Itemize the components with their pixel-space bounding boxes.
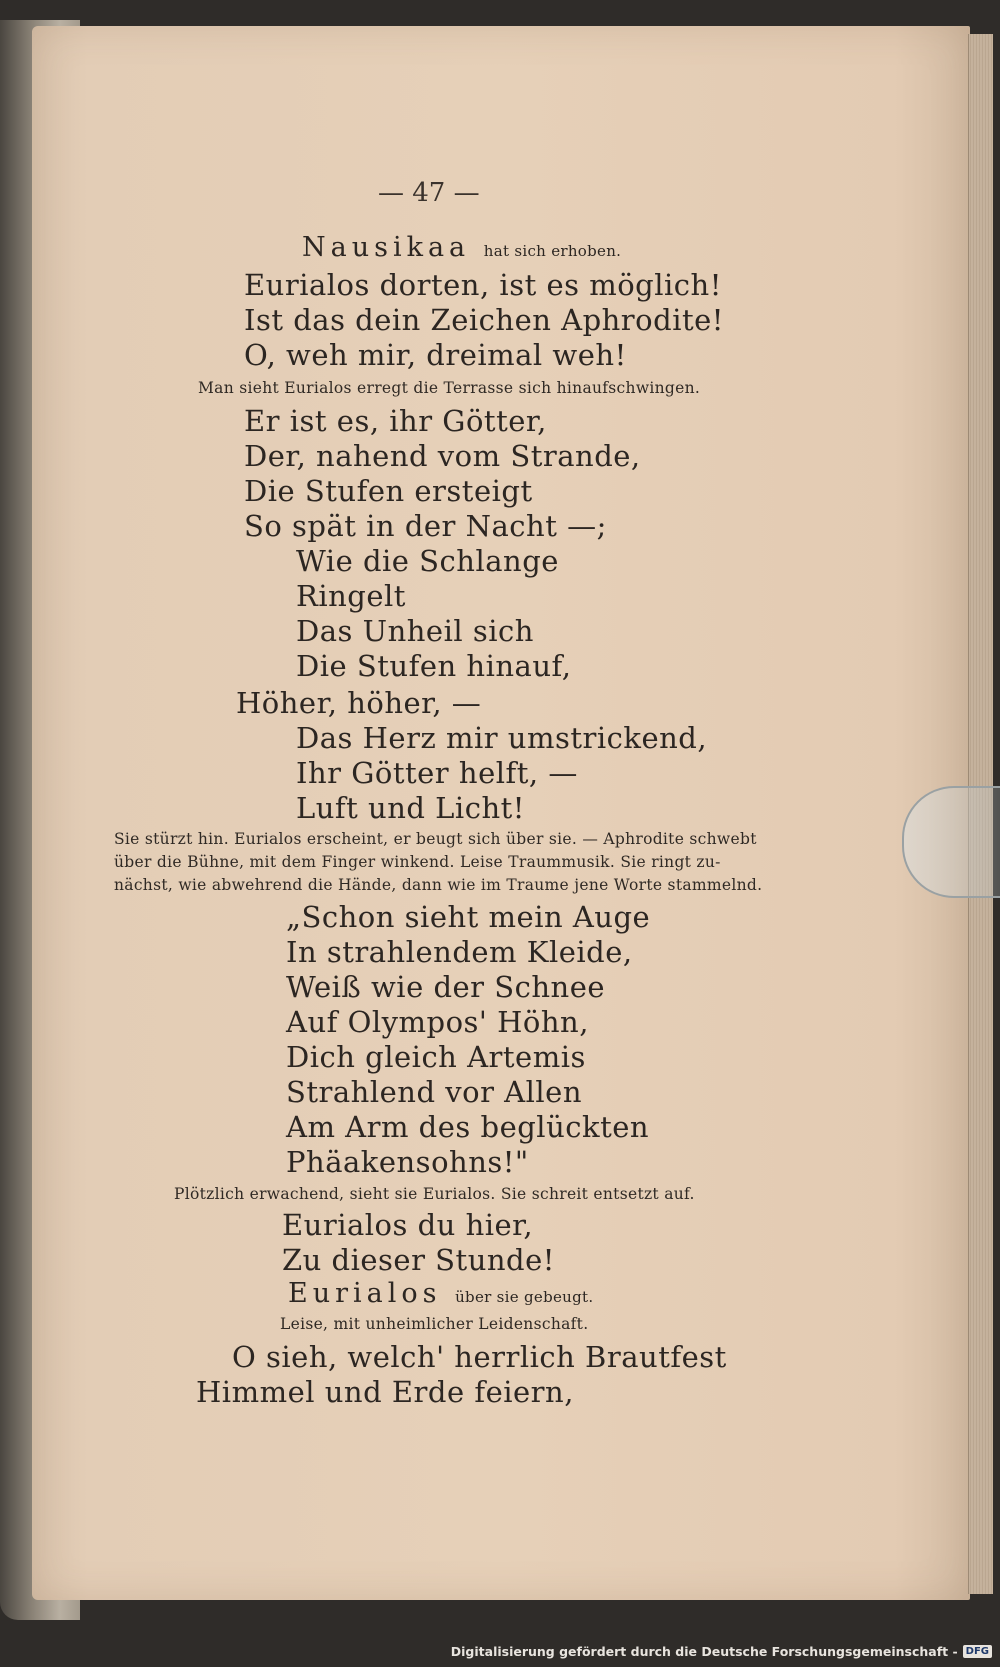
stage-direction: Plötzlich erwachend, sieht sie Eurialos. Sie schreit entsetzt auf. xyxy=(174,1185,695,1203)
speaker-direction: über sie gebeugt. xyxy=(455,1288,594,1306)
verse-line: Die Stufen hinauf, xyxy=(296,649,572,683)
verse-line: Phäakensohns!" xyxy=(286,1145,529,1179)
verse-line: Auf Olympos' Höhn, xyxy=(286,1005,589,1039)
verse-line: Das Unheil sich xyxy=(296,614,534,648)
stage-direction: Man sieht Eurialos erregt die Terrasse sich hinaufschwingen. xyxy=(198,379,701,397)
page-number: — 47 — xyxy=(378,178,480,208)
speaker-nausikaa xyxy=(302,232,621,263)
verse-line: Luft und Licht! xyxy=(296,791,525,825)
stage-direction: Sie stürzt hin. Eurialos erscheint, er beugt sich über sie. — Aphrodite schwebt xyxy=(114,830,757,848)
verse-line: Dich gleich Artemis xyxy=(286,1040,586,1074)
verse-line: „Schon sieht mein Auge xyxy=(286,900,651,934)
dfg-logo: DFG xyxy=(963,1645,992,1658)
verse-line: O, weh mir, dreimal weh! xyxy=(244,338,627,372)
footer-text: Digitalisierung gefördert durch die Deutsche Forschungsgemeinschaft - xyxy=(450,1643,958,1659)
verse-line: Er ist es, ihr Götter, xyxy=(244,404,547,438)
speaker-name: Nausikaa xyxy=(302,232,471,263)
speaker-eurialos xyxy=(288,1278,593,1309)
verse-line: Eurialos du hier, xyxy=(282,1208,534,1242)
verse-line: Eurialos dorten, ist es möglich! xyxy=(244,268,722,302)
verse-line: Ringelt xyxy=(296,579,406,613)
stage-direction: nächst, wie abwehrend die Hände, dann wie im Traume jene Worte stammelnd. xyxy=(114,876,763,894)
speaker-direction: hat sich erhoben. xyxy=(483,242,622,260)
footer-credit xyxy=(451,1642,992,1660)
verse-line: Ist das dein Zeichen Aphrodite! xyxy=(244,303,724,337)
verse-line: Weiß wie der Schnee xyxy=(286,970,606,1004)
verse-line: Das Herz mir umstrickend, xyxy=(296,721,708,755)
stage-direction: Leise, mit unheimlicher Leidenschaft. xyxy=(280,1315,589,1333)
verse-line: O sieh, welch' herrlich Brautfest xyxy=(232,1340,727,1374)
verse-line: Höher, höher, — xyxy=(236,686,482,720)
verse-line: So spät in der Nacht —; xyxy=(244,509,607,543)
page-clip xyxy=(902,786,1000,898)
verse-line: Zu dieser Stunde! xyxy=(282,1243,555,1277)
stage-direction: über die Bühne, mit dem Finger winkend. Leise Traummusik. Sie ringt zu- xyxy=(114,853,721,871)
verse-line: Am Arm des beglückten xyxy=(286,1110,650,1144)
verse-line: Himmel und Erde feiern, xyxy=(196,1375,574,1409)
verse-line: Wie die Schlange xyxy=(296,544,559,578)
verse-line: Der, nahend vom Strande, xyxy=(244,439,641,473)
verse-line: Die Stufen ersteigt xyxy=(244,474,533,508)
speaker-name: Eurialos xyxy=(288,1278,442,1309)
verse-line: In strahlendem Kleide, xyxy=(286,935,633,969)
verse-line: Strahlend vor Allen xyxy=(286,1075,583,1109)
verse-line: Ihr Götter helft, — xyxy=(296,756,578,790)
